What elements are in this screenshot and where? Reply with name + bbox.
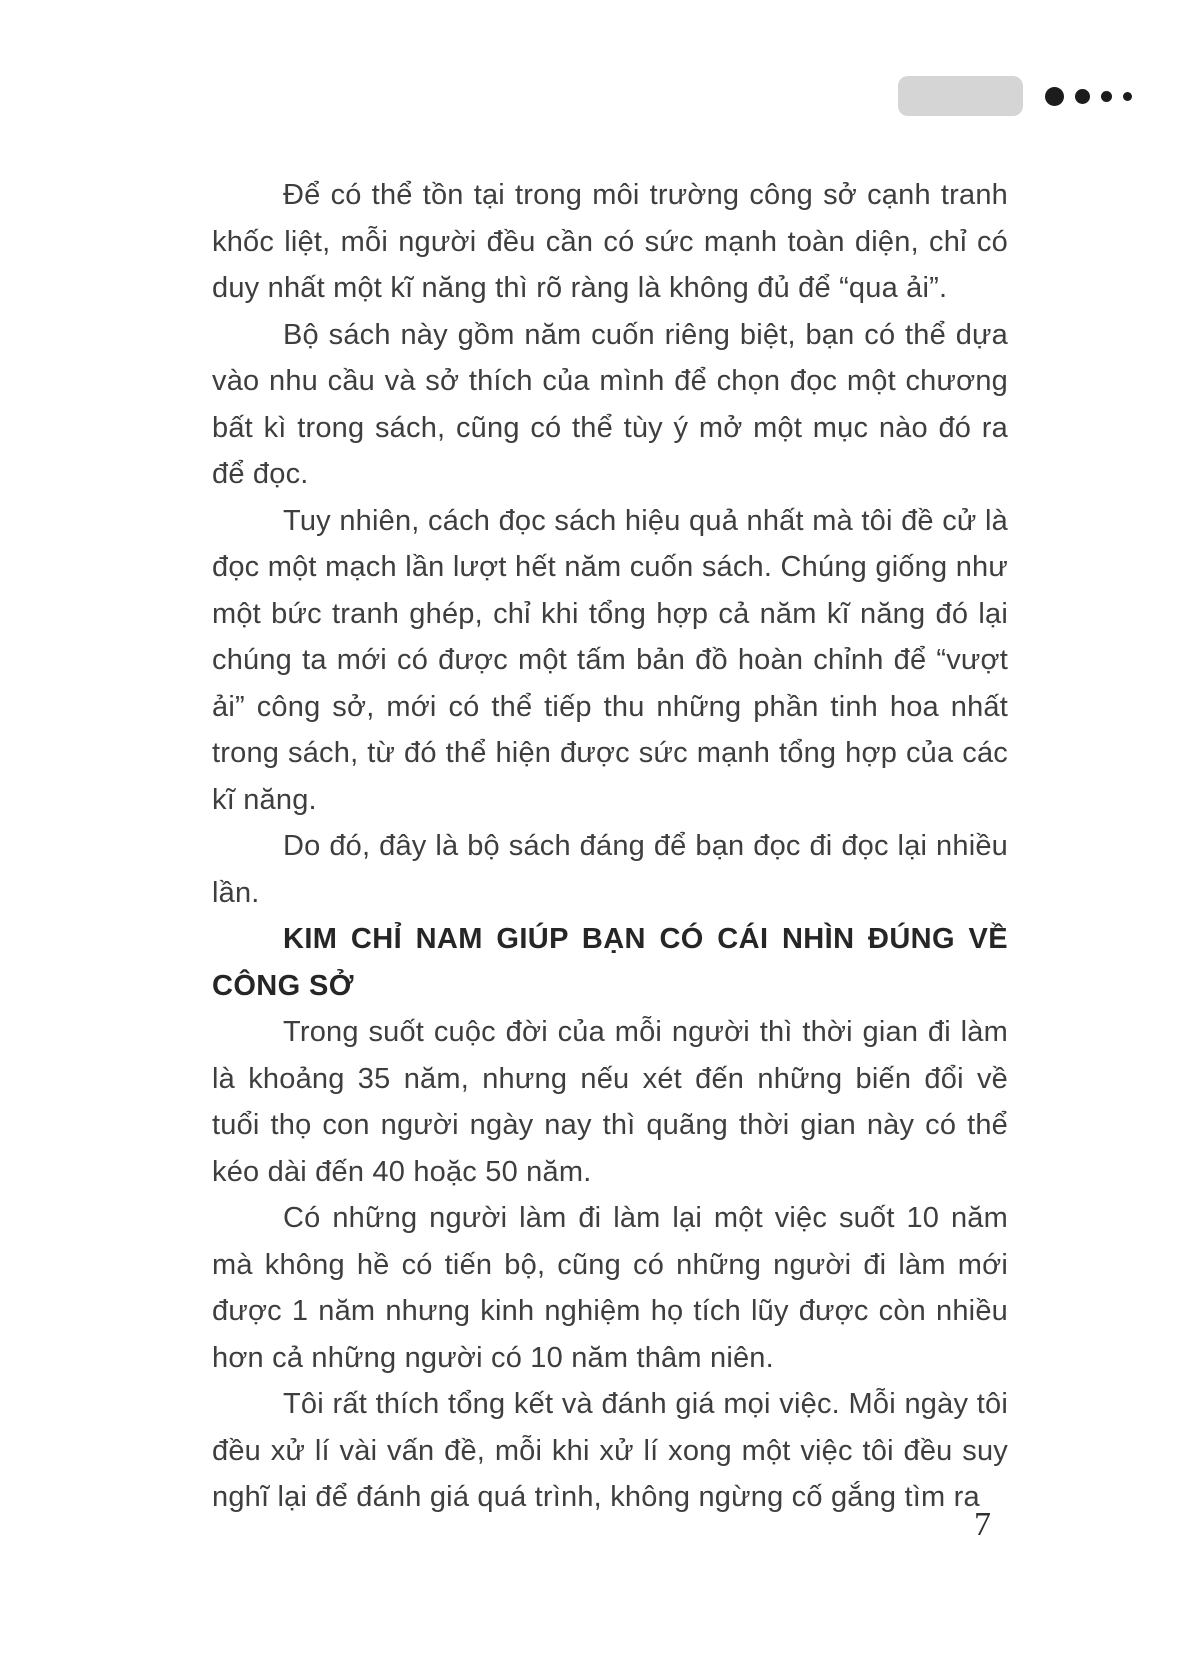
page-text-column — [212, 172, 1008, 1521]
paragraph: Trong suốt cuộc đời của mỗi người thì thời gian đi làm là khoảng 35 năm, nhưng nếu xét đến những biến đổi về tuổi thọ con người ngày nay thì quãng thời gian này có thể kéo dài đến 40 hoặc 50 năm. — [212, 1016, 1008, 1188]
dot-icon — [1101, 91, 1112, 102]
paragraph: Tuy nhiên, cách đọc sách hiệu quả nhất mà tôi đề cử là đọc một mạch lần lượt hết năm cuốn sách. Chúng giống như một bức tranh ghép, chỉ khi tổng hợp cả năm kĩ năng đó lại chúng ta mới có được một tấm bản đồ hoàn chỉnh để “vượt ải” công sở, mới có thể tiếp thu những phần tinh hoa nhất trong sách, từ đó thể hiện được sức mạnh tổng hợp của các kĩ năng. — [212, 504, 1008, 816]
paragraph: Do đó, đây là bộ sách đáng để bạn đọc đi đọc lại nhiều lần. — [212, 830, 1008, 909]
dot-icon — [1045, 87, 1064, 106]
paragraph: Có những người làm đi làm lại một việc suốt 10 năm mà không hề có tiến bộ, cũng có những người đi làm mới được 1 năm nhưng kinh nghiệm họ tích lũy được còn nhiều hơn cả những người có 10 năm thâm niên. — [212, 1202, 1008, 1374]
header-pill — [898, 76, 1023, 116]
section-heading-line: KIM CHỈ NAM GIÚP BẠN CÓ CÁI NHÌN ĐÚNG VỀ — [283, 923, 1008, 955]
section-heading — [212, 916, 1008, 1009]
page-header-decoration — [898, 76, 1132, 116]
dot-icon — [1123, 92, 1132, 101]
section-heading-line: CÔNG SỞ — [212, 969, 354, 1002]
paragraph: Để có thể tồn tại trong môi trường công sở cạnh tranh khốc liệt, mỗi người đều cần có sức mạnh toàn diện, chỉ có duy nhất một kĩ năng thì rõ ràng là không đủ để “qua ải”. — [212, 179, 1008, 304]
page-number: 7 — [974, 1506, 991, 1543]
paragraph: Tôi rất thích tổng kết và đánh giá mọi việc. Mỗi ngày tôi đều xử lí vài vấn đề, mỗi khi xử lí xong một việc tôi đều suy nghĩ lại để đánh giá quá trình, không ngừng cố gắng tìm ra — [212, 1388, 1008, 1513]
paragraph: Bộ sách này gồm năm cuốn riêng biệt, bạn có thể dựa vào nhu cầu và sở thích của mình để chọn đọc một chương bất kì trong sách, cũng có thể tùy ý mở một mục nào đó ra để đọc. — [212, 318, 1008, 490]
dot-icon — [1075, 89, 1090, 104]
